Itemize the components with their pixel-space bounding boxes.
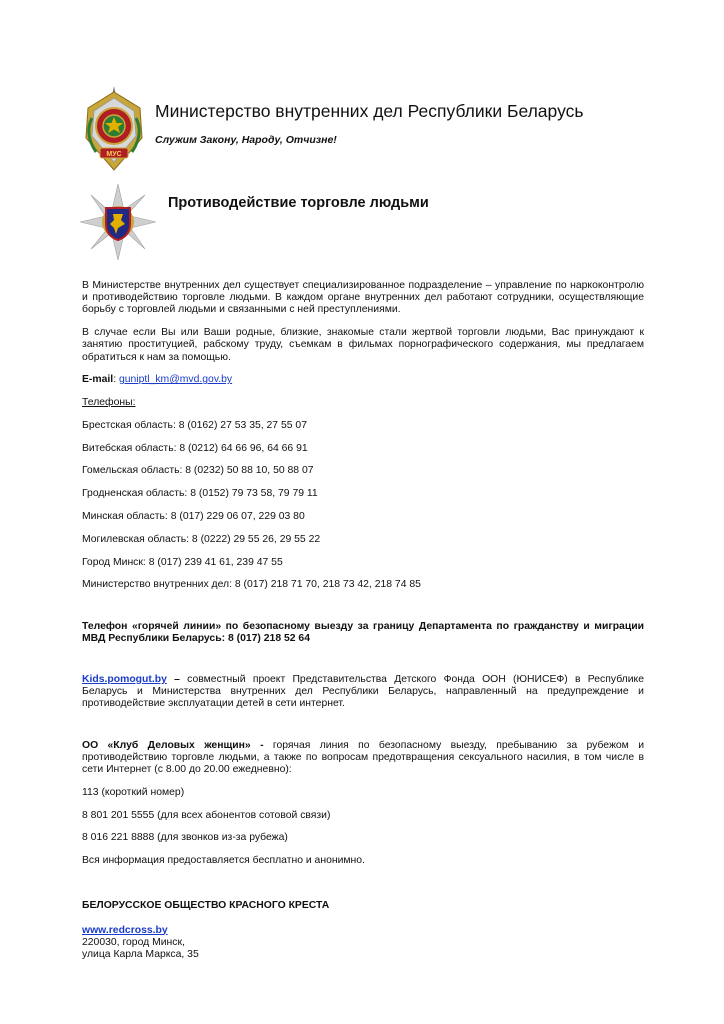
club-phone-short: 113 (короткий номер) [82, 786, 185, 798]
red-cross-address-2: улица Карла Маркса, 35 [82, 948, 199, 960]
kids-paragraph [82, 674, 644, 711]
email-label: E-mail [82, 374, 114, 386]
mvd-emblem-icon [80, 86, 148, 174]
phone-mogilev: Могилевская область: 8 (0222) 29 55 26, 29 55 22 [82, 533, 321, 545]
emblem-text: МУС [106, 151, 122, 158]
phone-minsk-region: Минская область: 8 (017) 229 06 07, 229 03 80 [82, 510, 305, 522]
email-separator: : [113, 374, 119, 386]
ministry-title: Министерство внутренних дел Республики Беларусь [155, 101, 584, 121]
club-note: Вся информация предоставляется бесплатно и анонимно. [82, 855, 365, 867]
phone-gomel: Гомельская область: 8 (0232) 50 88 10, 50 88 07 [82, 465, 314, 477]
section-title: Противодействие торговле людьми [168, 195, 429, 211]
phone-minsk-city: Город Минск: 8 (017) 239 41 61, 239 47 55 [82, 556, 283, 568]
ministry-motto: Служим Закону, Народу, Отчизне! [155, 134, 337, 146]
club-paragraph [82, 740, 644, 777]
phone-ministry: Министерство внутренних дел: 8 (017) 218 71 70, 218 73 42, 218 74 85 [82, 579, 421, 591]
email-line [82, 374, 644, 386]
intro-paragraph-2: В случае если Вы или Ваши родные, близкие, знакомые стали жертвой торговли людьми, Вас принуждают к занятию проституцией, рабскому труду, съемкам в фильмах порнографического содержания, мы предлагаем обратиться к нам за помощью. [82, 327, 644, 363]
star-emblem-icon [80, 184, 156, 260]
red-cross-link-line [82, 925, 644, 937]
phone-vitebsk: Витебская область: 8 (0212) 64 66 96, 64 66 91 [82, 442, 308, 454]
club-description: горячая линия по безопасному выезду, пребыванию за рубежом и противодействию торговле людьми, а также по вопросам предотвращения сексуального насилия, в том числе в сети Интернет (с 8.00 до 20.00 ежедневно): [82, 739, 644, 775]
hotline-paragraph: Телефон «горячей линии» по безопасному выезду за границу Департамента по гражданству и миграции МВД Республики Беларусь: 8 (017) 218 52 64 [82, 620, 644, 644]
kids-description: совместный проект Представительства Детского Фонда ООН (ЮНИСЕФ) в Республике Беларусь и Министерства внутренних дел Республики Беларусь, направленный на предупреждение и противодействие эксплуатации детей в сети интернет. [82, 673, 644, 710]
club-dash: - [250, 739, 273, 751]
email-link[interactable]: guniptl_km@mvd.gov.by [118, 374, 233, 386]
club-phone-mobile: 8 801 201 5555 (для всех абонентов сотовой связи) [82, 809, 331, 821]
document-body [82, 280, 644, 961]
intro-paragraph-1: В Министерстве внутренних дел существует специализированное подразделение – управление по наркоконтролю и противодействию торговле людьми. В каждом органе внутренних дел работают сотрудники, осуществляющие борьбу с торговлей людьми и связанными с ней преступлениями. [82, 280, 644, 316]
club-phone-abroad: 8 016 221 8888 (для звонков из-за рубежа) [82, 832, 288, 844]
phones-heading: Телефоны: [82, 396, 136, 408]
phone-brest: Брестская область: 8 (0162) 27 53 35, 27 55 07 [82, 419, 307, 431]
kids-dash: – [166, 673, 188, 685]
phone-grodno: Гродненская область: 8 (0152) 79 73 58, 79 79 11 [82, 488, 318, 500]
red-cross-link[interactable]: www.redcross.by [82, 924, 168, 936]
red-cross-address-1: 220030, город Минск, [82, 936, 185, 948]
club-name: ОО «Клуб Деловых женщин» [82, 739, 251, 751]
red-cross-title: БЕЛОРУССКОЕ ОБЩЕСТВО КРАСНОГО КРЕСТА [82, 900, 330, 912]
kids-link[interactable]: Kids.pomogut.by [82, 673, 167, 685]
